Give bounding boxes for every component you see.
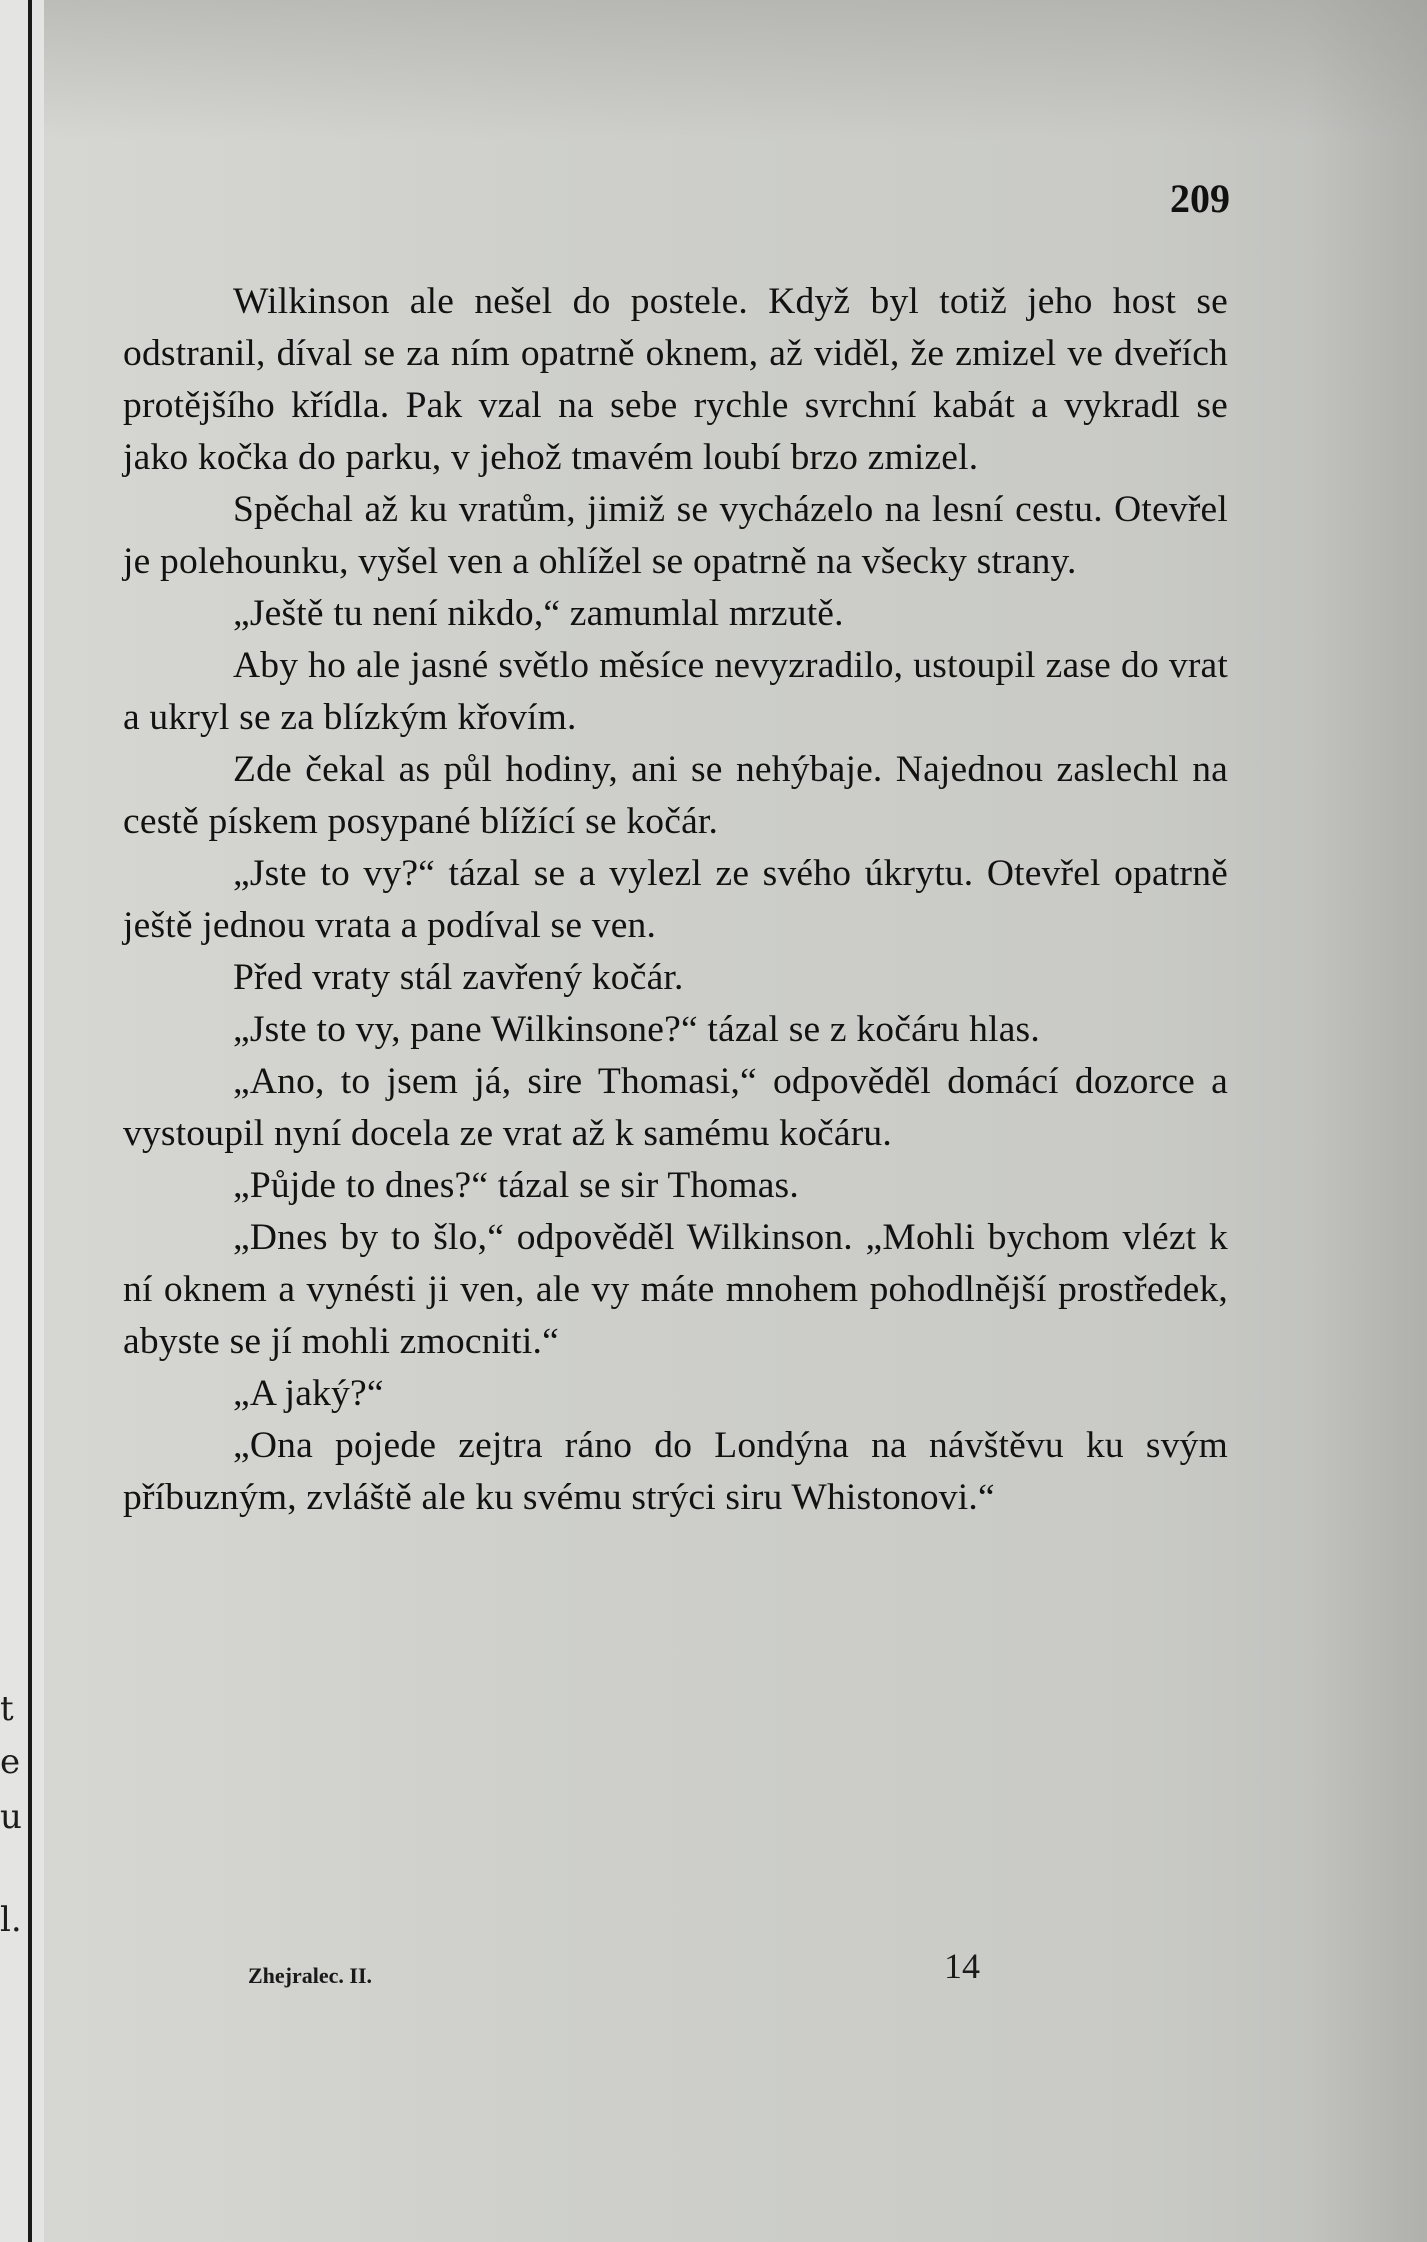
- paragraph: „Ještě tu není nikdo,“ zamumlal mrzutě.: [233, 593, 844, 634]
- paper-shading: [1307, 0, 1427, 2242]
- paragraph: Spěchal až ku vratům, jimiž se vycházelo na lesní cestu. Otevřel je polehounku, vyšel ven a ohlížel se opatrně na všecky strany.: [123, 489, 1228, 582]
- page-gutter-line: [28, 0, 32, 2242]
- facing-page-fragment: l.: [0, 1900, 22, 1940]
- paragraph: Před vraty stál zavřený kočár.: [233, 957, 684, 998]
- facing-page-fragment: e: [0, 1742, 21, 1782]
- printer-signature: Zhejralec. II.: [248, 1963, 373, 1988]
- facing-page-fragment: u: [0, 1797, 22, 1837]
- paragraph: „Jste to vy?“ tázal se a vylezl ze svého úkrytu. Otevřel opatrně ještě jednou vrata a podíval se ven.: [123, 853, 1228, 946]
- paragraph: „Jste to vy, pane Wilkinsone?“ tázal se z kočáru hlas.: [233, 1009, 1040, 1050]
- page-number: 209: [1170, 176, 1230, 221]
- paragraph: „Ona pojede zejtra ráno do Londýna na návštěvu ku svým příbuzným, zvláště ale ku svému strýci siru Whistonovi.“: [123, 1425, 1228, 1518]
- paragraph: „A jaký?“: [233, 1373, 384, 1414]
- paragraph: „Půjde to dnes?“ tázal se sir Thomas.: [233, 1165, 799, 1206]
- paragraph: Aby ho ale jasné světlo měsíce nevyzradilo, ustoupil zase do vrat a ukryl se za blízkým křovím.: [123, 645, 1228, 738]
- paragraph: Zde čekal as půl hodiny, ani se nehýbaje. Najednou zaslechl na cestě pískem posypané blížící se kočár.: [123, 749, 1228, 842]
- body-text: [123, 276, 1228, 1524]
- paper-shading: [44, 0, 1427, 140]
- paragraph: „Dnes by to šlo,“ odpověděl Wilkinson. „Mohli bychom vlézt k ní oknem a vynésti ji ven, ale vy máte mnohem pohodlnější prostředek, abyste se jí mohli zmocniti.“: [123, 1217, 1228, 1362]
- paragraph: Wilkinson ale nešel do postele. Když byl totiž jeho host se odstranil, díval se za ním opatrně oknem, až viděl, že zmizel ve dveřích protějšího křídla. Pak vzal na sebe rychle svrchní kabát a vykradl se jako kočka do parku, v jehož tmavém loubí brzo zmizel.: [123, 281, 1228, 478]
- sheet-number: 14: [944, 1946, 980, 1986]
- paragraph: „Ano, to jsem já, sire Thomasi,“ odpověděl domácí dozorce a vystoupil nyní docela ze vrat až k samému kočáru.: [123, 1061, 1228, 1154]
- book-page: [44, 0, 1427, 2242]
- facing-page-fragment: t: [0, 1689, 14, 1729]
